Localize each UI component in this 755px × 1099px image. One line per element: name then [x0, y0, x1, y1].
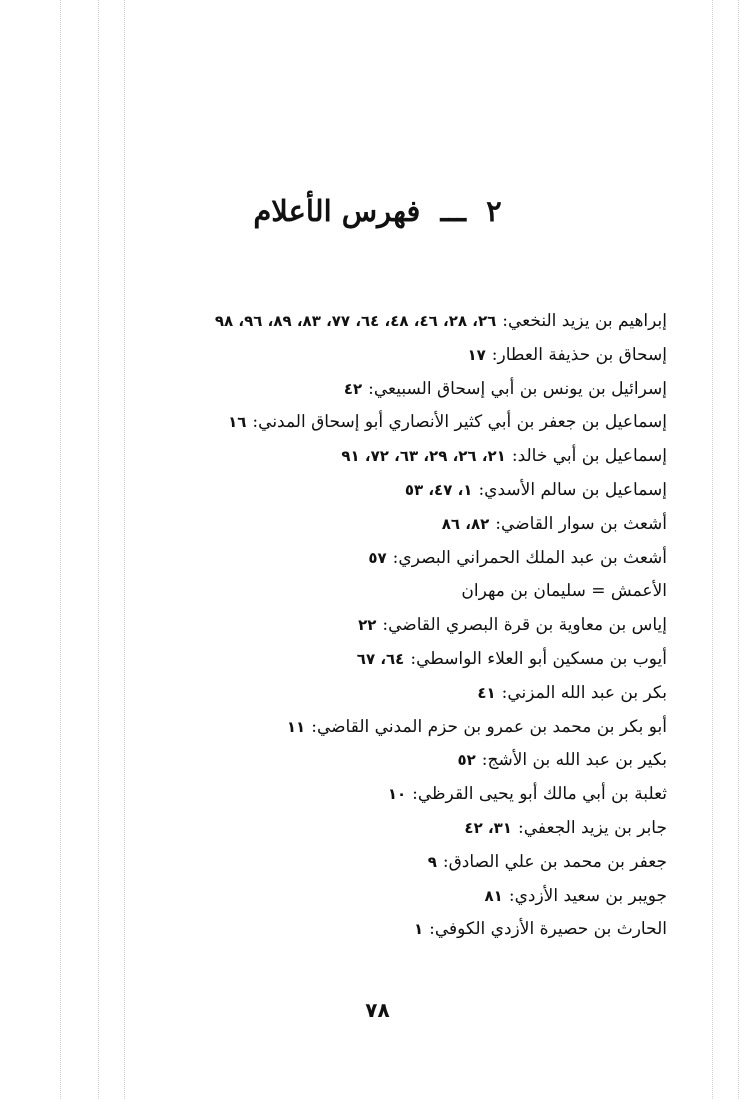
entry-name: إسماعيل بن جعفر بن أبي كثير الأنصاري أبو إسحاق المدني [258, 412, 667, 433]
entry-separator: : [311, 716, 317, 737]
entry-separator: : [368, 378, 374, 399]
section-number: ٢ [486, 194, 502, 228]
entry-separator: : [481, 750, 488, 771]
index-entry [127, 913, 667, 947]
index-entry [127, 846, 667, 880]
scan-bleed-line [738, 0, 739, 1099]
entry-name: إياس بن معاوية بن قرة البصري القاضي [388, 615, 667, 636]
entry-separator: : [501, 682, 508, 703]
entry-page-refs: ١ [414, 920, 424, 939]
index-entry [127, 406, 667, 440]
entry-name: إسماعيل بن أبي خالد [517, 446, 667, 467]
entry-page-refs: ١، ٤٧، ٥٣ [404, 480, 473, 499]
entry-separator: : [410, 648, 417, 669]
entry-separator: : [511, 446, 518, 467]
entry-separator: : [478, 479, 485, 500]
entry-page-refs: ٨٢، ٨٦ [441, 514, 490, 533]
entry-page-refs: ٢٢ [358, 616, 377, 635]
entry-separator: : [392, 547, 399, 568]
entry-separator: : [502, 311, 508, 331]
entry-separator: : [252, 412, 259, 433]
index-entry [127, 778, 667, 812]
scan-bleed-line [60, 0, 61, 1099]
scan-bleed-line [712, 0, 713, 1099]
entry-name: الأعمش = سليمان بن مهران [461, 581, 667, 602]
index-entry [127, 542, 667, 576]
entry-page-refs: ٨١ [484, 886, 503, 905]
entry-name: جعفر بن محمد بن علي الصادق [448, 851, 667, 872]
entry-separator: : [495, 513, 501, 534]
entry-page-refs: ٦٤، ٦٧ [356, 649, 405, 668]
entry-separator: : [517, 817, 524, 838]
entry-name: أيوب بن مسكين أبو العلاء الواسطي [416, 648, 667, 669]
index-entry [127, 711, 667, 745]
entry-page-refs: ١١ [286, 717, 306, 736]
entry-separator: : [491, 344, 498, 365]
entry-name: بكر بن عبد الله المزني [507, 682, 667, 703]
entry-name: جابر بن يزيد الجعفي [523, 817, 667, 838]
entry-name: أشعث بن سوار القاضي [501, 513, 667, 534]
entry-separator: : [429, 919, 435, 940]
entry-name: إسرائيل بن يونس بن أبي إسحاق السبيعي [373, 378, 667, 399]
entry-name: إسحاق بن حذيفة العطار [497, 344, 667, 365]
entry-page-refs: ١٦ [228, 413, 247, 432]
index-entry [127, 609, 667, 643]
index-entry [127, 744, 667, 778]
entry-page-refs: ٣١، ٤٢ [464, 818, 512, 837]
scan-bleed-line [124, 0, 125, 1099]
title-dash: ـــ [440, 194, 466, 228]
index-entry [127, 339, 667, 373]
entry-name: بكير بن عبد الله بن الأشج [487, 750, 667, 771]
index-entry [127, 575, 667, 609]
page-number: ٧٨ [365, 998, 390, 1022]
entry-name: أشعث بن عبد الملك الحمراني البصري [398, 547, 667, 568]
scan-bleed-line [98, 0, 99, 1099]
index-entry [127, 643, 667, 677]
entry-page-refs: ٥٢ [457, 751, 476, 770]
entry-name: أبو بكر بن محمد بن عمرو بن حزم المدني القاضي [316, 716, 667, 737]
entry-page-refs: ٩ [427, 852, 437, 871]
entry-page-refs: ٤٢ [343, 379, 363, 398]
entry-page-refs: ٢١، ٢٦، ٢٩، ٦٣، ٧٢، ٩١ [341, 447, 506, 466]
entry-separator: : [508, 885, 515, 906]
index-title [0, 194, 755, 228]
names-index-list [127, 305, 667, 947]
index-entry [127, 880, 667, 914]
entry-page-refs: ٢٦، ٢٨، ٤٦، ٤٨، ٦٤، ٧٧، ٨٣، ٨٩، ٩٦، ٩٨ [214, 312, 497, 330]
index-entry [127, 812, 667, 846]
entry-name: إسماعيل بن سالم الأسدي [484, 479, 667, 500]
entry-separator: : [382, 615, 389, 636]
entry-page-refs: ١٧ [467, 345, 486, 364]
index-entry [127, 305, 667, 339]
index-entry [127, 474, 667, 508]
index-entry [127, 440, 667, 474]
index-entry [127, 373, 667, 407]
entry-page-refs: ٤١ [477, 683, 496, 702]
index-entry [127, 677, 667, 711]
entry-name: الحارث بن حصيرة الأزدي الكوفي [434, 919, 667, 940]
entry-name: ثعلبة بن أبي مالك أبو يحيى القرظي [417, 784, 667, 805]
entry-page-refs: ١٠ [387, 785, 407, 804]
entry-page-refs: ٥٧ [368, 548, 387, 567]
entry-name: إبراهيم بن يزيد النخعي [508, 311, 667, 331]
entry-separator: : [412, 784, 418, 805]
entry-name: جويبر بن سعيد الأزدي [514, 885, 667, 906]
title-text: فهرس الأعلام [253, 194, 421, 228]
index-entry [127, 508, 667, 542]
entry-separator: : [442, 851, 449, 872]
